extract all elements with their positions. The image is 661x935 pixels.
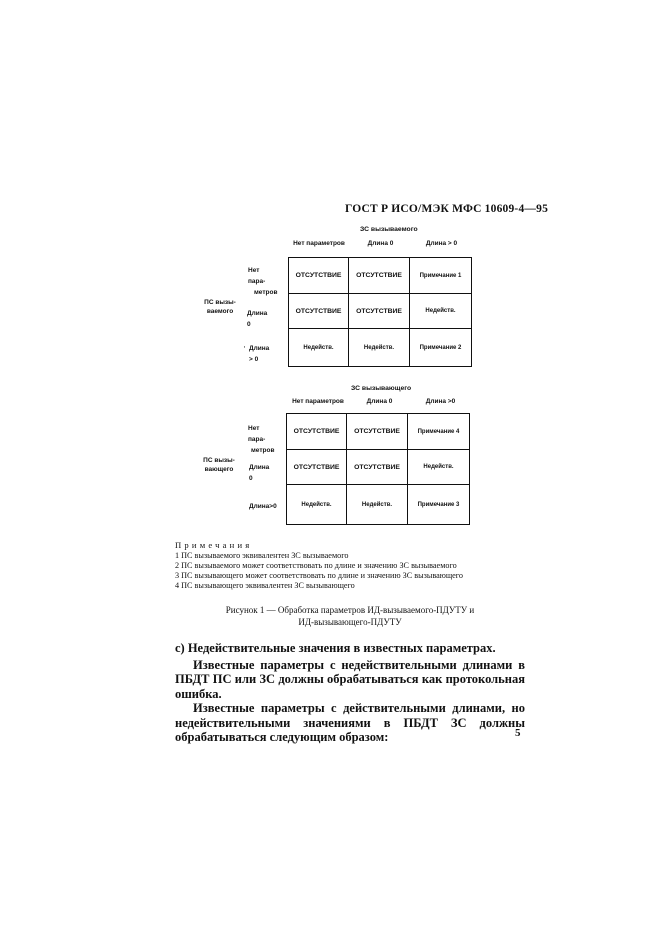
row-header-line: метров [254,289,278,296]
row-header-line: Нет пара- [248,425,266,443]
table-cell: ОТСУТСТВИЕ [289,294,349,329]
diagram-title: ЗС вызывающего [351,385,412,392]
caption-line: ИД-вызывающего-ПДУТУ [298,616,402,627]
row-header [248,265,277,298]
row-header [249,462,269,484]
notes-heading: Примечания [175,540,253,550]
row-header-line: Длина > 0 [249,345,270,363]
column-header: Нет параметров [293,240,345,247]
table-cell: Примечание 4 [408,414,469,450]
table-cell: Примечание 3 [417,501,460,508]
dot-mark: · [243,342,246,352]
table-cell: ОТСУТСТВИЕ [287,450,347,485]
note-item: 2 ПС вызываемого может соответствовать по длине и значению ЗС вызываемого [175,560,457,570]
row-header-line: Длина 0 [249,464,270,482]
note-item: 1 ПС вызываемого эквивалентен ЗС вызываемого [175,550,349,560]
row-header [247,308,267,330]
body-paragraph: Известные параметры с недействительными длинами в ПБДТ ПС или ЗС должны обрабатываться как протокольная ошибка. [175,657,525,701]
figure-notes [175,541,463,591]
table-cell: ОТСУТСТВИЕ [347,450,408,485]
column-header: Длина >0 [425,398,456,405]
body-section [175,641,525,745]
row-header [249,343,269,365]
body-paragraph: Известные параметры с действительными длинами, но недействительными значениями в ПБДТ ЗС должны обрабатываться следующим образом: [175,701,525,744]
side-label-line: ПС вызы- [203,457,235,464]
note-item: 4 ПС вызывающего эквивалентен ЗС вызывающего [175,580,355,590]
note-item: 3 ПС вызывающего может соответствовать по длине и значению ЗС вызывающего [175,570,464,580]
row-header-line: Нет пара- [248,267,266,285]
row-header-line: Длина 0 [247,310,268,328]
page-number: 5 [515,727,521,739]
row-header-line: метров [251,447,275,454]
side-label-line: ПС вызы- [204,299,236,306]
table-cell: Примечание 1 [410,258,471,294]
side-label-line: ваемого [206,308,234,315]
table-cell: ОТСУТСТВИЕ [349,258,410,294]
figure-caption [150,605,550,628]
table-cell: ОТСУТСТВИЕ [287,414,347,450]
caption-line: Рисунок 1 — Обработка параметров ИД-вызываемого-ПДУТУ и [225,605,475,615]
side-label-line: вающего [204,466,234,473]
row-header [248,423,274,456]
table-cell: Недейств. [289,329,349,366]
row-header [249,501,277,512]
column-header: Длина 0 [366,398,393,405]
table-cell: Недейств. [410,294,471,329]
section-heading: с) Недействительные значения в известных параметрах. [175,641,496,655]
side-label [199,456,239,474]
column-header: Нет параметров [292,398,344,405]
table-cell: Недейств. [408,450,469,485]
table-cell: Недейств. [347,485,408,524]
table-cell: Недейств. [349,329,410,366]
table-cell: ОТСУТСТВИЕ [289,258,349,294]
column-header: Длина 0 [367,240,394,247]
column-header: Длина > 0 [425,240,458,247]
table-grid [288,257,472,367]
table-cell: ОТСУТСТВИЕ [347,414,408,450]
table-cell: Недейств. [287,485,347,524]
diagram-title: ЗС вызываемого [360,226,418,233]
side-label [200,298,240,316]
table-grid [286,413,470,525]
table-cell: ОТСУТСТВИЕ [349,294,410,329]
row-header-line: Длина>0 [249,503,277,510]
page-header: ГОСТ Р ИСО/МЭК МФС 10609-4—95 [345,203,549,215]
table-cell: Примечание 2 [419,344,462,351]
